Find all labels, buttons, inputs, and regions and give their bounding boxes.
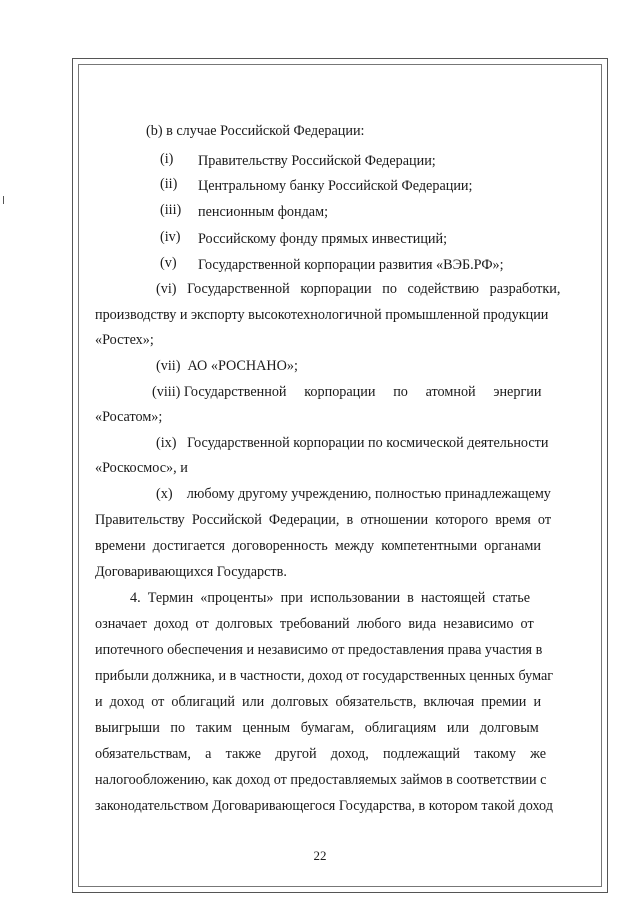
- item-vi-line-1: (vi) Государственной корпорации по содействию разработки,: [156, 281, 561, 297]
- item-v-number: (v): [160, 255, 177, 271]
- paragraph-4-line-2: означает доход от долговых требований любого вида независимо от: [95, 616, 534, 632]
- item-x-line-2: Правительству Российской Федерации, в отношении которого время от: [95, 512, 552, 528]
- item-ix-line-1: (ix) Государственной корпорации по космической деятельности: [156, 435, 549, 451]
- item-i-number: (i): [160, 151, 174, 167]
- paragraph-4-line-7: обязательствам, а также другой доход, подлежащий такому же: [95, 746, 547, 762]
- item-ii-number: (ii): [160, 176, 178, 192]
- item-ix-line-2: «Роскосмос», и: [95, 460, 188, 476]
- item-vi-line-3: «Ростех»;: [95, 332, 154, 348]
- paragraph-4-line-8: налогообложению, как доход от предоставляемых займов в соответствии с: [95, 772, 547, 788]
- paragraph-4-line-3: ипотечного обеспечения и независимо от предоставления права участия в: [95, 642, 543, 658]
- paragraph-4-line-6: выигрыши по таким ценным бумагам, облигациям или долговым: [95, 720, 539, 736]
- item-iv-text: Российскому фонду прямых инвестиций;: [198, 231, 448, 247]
- item-iii-number: (iii): [160, 202, 182, 218]
- paragraph-4-line-1: 4. Термин «проценты» при использовании в настоящей статье: [130, 590, 530, 606]
- item-ii-text: Центральному банку Российской Федерации;: [198, 178, 473, 194]
- item-x-line-1: (x) любому другому учреждению, полностью принадлежащему: [156, 486, 551, 502]
- item-x-line-4: Договаривающихся Государств.: [95, 564, 287, 580]
- item-vi-line-2: производству и экспорту высокотехнологичной промышленной продукции: [95, 307, 549, 323]
- item-vii: (vii) АО «РОСНАНО»;: [156, 358, 298, 374]
- item-iv-number: (iv): [160, 229, 181, 245]
- subparagraph-b: (b) в случае Российской Федерации:: [146, 123, 365, 139]
- item-i-text: Правительству Российской Федерации;: [198, 153, 436, 169]
- paragraph-4-line-9: законодательством Договаривающегося Государства, в котором такой доход: [95, 798, 553, 814]
- item-v-text: Государственной корпорации развития «ВЭБ.РФ»;: [198, 257, 504, 273]
- page-number: 22: [313, 848, 327, 863]
- paragraph-4-line-4: прибыли должника, и в частности, доход от государственных ценных бумаг: [95, 668, 554, 684]
- item-viii-line-2: «Росатом»;: [95, 409, 163, 425]
- item-iii-text: пенсионным фондам;: [198, 204, 329, 220]
- item-viii-line-1: (viii) Государственной корпорации по атомной энергии: [152, 384, 542, 400]
- item-x-line-3: времени достигается договоренность между компетентными органами: [95, 538, 541, 554]
- paragraph-4-line-5: и доход от облигаций или долговых обязательств, включая премии и: [95, 694, 542, 710]
